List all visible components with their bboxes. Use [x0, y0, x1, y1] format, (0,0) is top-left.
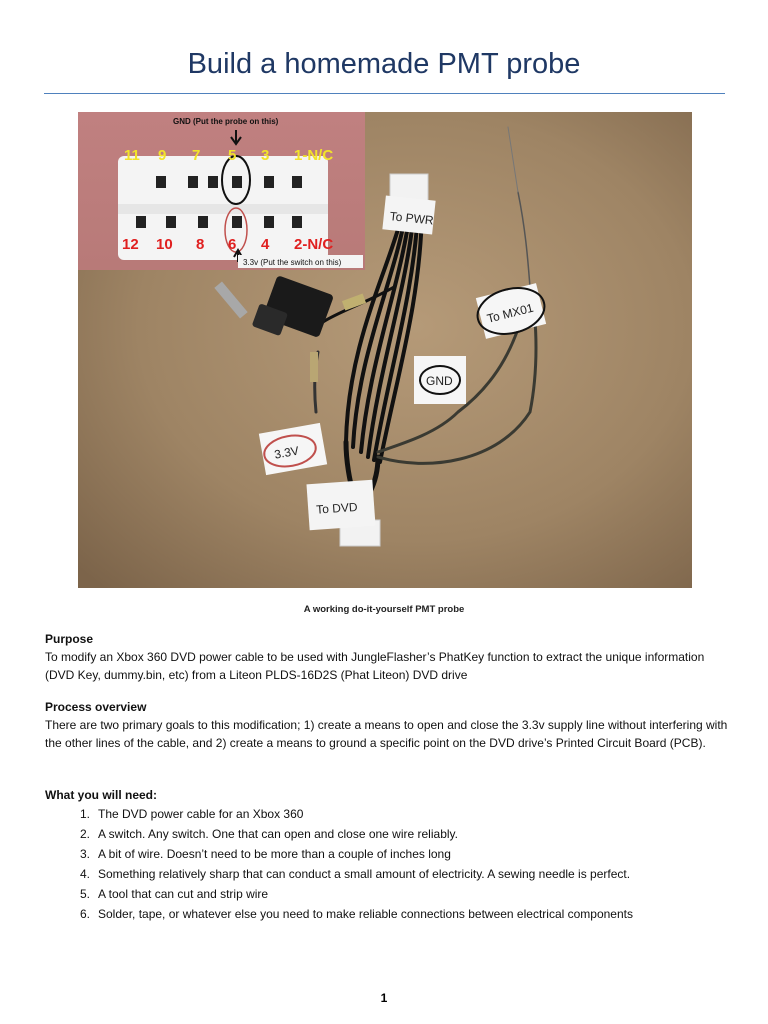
svg-text:To MX01: To MX01 [485, 300, 535, 326]
page-number: 1 [380, 991, 388, 1005]
purpose-text: To modify an Xbox 360 DVD power cable to be used with JungleFlasher’s PhatKey function to extract the unique information (DVD Key, dummy.bin, etc) from a Liteon PLDS-16D2S (Phat Liteon) DVD drive [45, 650, 705, 682]
needs-heading: What you will need: [45, 788, 158, 802]
pmt-probe-photo [78, 112, 692, 588]
list-item: 6. Solder, tape, or whatever else you need to make reliable connections between electrical components [79, 907, 633, 921]
inset-gnd-note: GND (Put the probe on this) [173, 117, 279, 126]
pin-label: 5 [228, 147, 237, 164]
pin-label: 8 [196, 236, 205, 253]
svg-text:GND: GND [426, 374, 453, 388]
list-item: 4. Something relatively sharp that can conduct a small amount of electricity. A sewing needle is perfect. [79, 867, 631, 881]
pin-label: 9 [158, 147, 167, 164]
pin-label: 2-N/C [294, 236, 334, 253]
label-gnd [414, 356, 466, 404]
pin-label: 10 [156, 236, 173, 253]
label-to-dvd [306, 480, 375, 530]
pin-label: 6 [228, 236, 237, 253]
pin-label: 11 [124, 147, 140, 164]
pin-label: 3 [261, 147, 270, 164]
list-item: 3. A bit of wire. Doesn’t need to be more than a couple of inches long [79, 847, 451, 861]
pin-label: 12 [122, 236, 139, 253]
svg-text:To DVD: To DVD [315, 499, 359, 517]
pin-label: 1-N/C [294, 147, 334, 164]
process-heading: Process overview [45, 700, 147, 714]
list-item: 2. A switch. Any switch. One that can open and close one wire reliably. [79, 827, 458, 841]
inset-switch-note: 3.3v (Put the switch on this) [243, 258, 342, 267]
list-item: 5. A tool that can cut and strip wire [79, 887, 269, 901]
process-section [45, 698, 735, 752]
needs-list [45, 804, 735, 924]
purpose-section [45, 630, 735, 684]
svg-text:To PWR: To PWR [389, 209, 435, 228]
title-divider [44, 93, 725, 94]
page-title: Build a homemade PMT probe [187, 48, 581, 80]
list-item: 1. The DVD power cable for an Xbox 360 [79, 807, 304, 821]
pin-label: 7 [192, 147, 201, 164]
pin-label: 4 [261, 236, 270, 253]
process-text: There are two primary goals to this modification; 1) create a means to open and close the 3.3v supply line without interfering with the other lines of the cable, and 2) create a means to ground a specific point on the DVD drive’s Printed Circuit Board (PCB). [45, 718, 728, 750]
figure-caption: A working do-it-yourself PMT probe [303, 604, 465, 615]
purpose-heading: Purpose [45, 632, 94, 646]
label-to-pwr [382, 195, 435, 234]
pinout-inset [78, 112, 365, 270]
svg-text:3.3V: 3.3V [273, 443, 300, 462]
